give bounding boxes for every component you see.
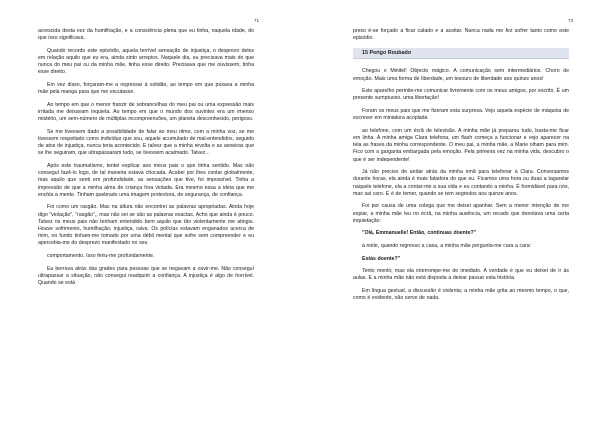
right-page bbox=[300, 0, 600, 424]
paragraph: Foi como um rasgão. Mas na altura não encontrei as palavras apropriadas. Ainda hoje digo "violação", "rasgão",, mas não sei se são as palavras exactas. Acho que ainda é pouco. Talvez os meus pais não tenham entendido bem aquilo que tão violentamente me atingiu. Houve sofrimento, humilhação, injustiça, raiva. Os polícias estavam enganados acerca de mim, no fundo tinham-me tomado por uma débil mental que sofre sem compreender e eu apercebia-me do desprezo manifestado no seu bbox=[38, 204, 254, 247]
paragraph: comportamento. Isso feriu-me profundamente. bbox=[47, 253, 155, 260]
paragraph: Em língua gestual, a discussão é violenta; a minha mãe grita ao mesmo tempo, o que, como é evidente, não serve de nada. bbox=[353, 287, 569, 302]
paragraph: Após este traumatismo, tentei explicar aos meus pais o que tinha sentido. Mas não conseguí fazê-lo logo, de tal maneira estava chocada. Acabei por lhes contar globalmente, mas aquilo que senti em profundidade, as sensações que tive, foi impossível. Tinha a impressão de que a minha alma de criança fora violada. Era mesmo essa a ideia que me enchia a mente. Tinham quebrado uma imagem protectora, de segurança, de confiança. bbox=[38, 163, 254, 198]
paragraph: Já não preciso de andar atrás da minha irmã para telefonar à Clara. Conversamos durante horas, ela ainda é mais faladora do que eu. Ficamos uma hora ou duas a tagarelar naquele telefone, ela a contar-me a sua vida e eu contando a minha. É formidável para nós, mas sai caro. E é de temer, quando se tem segredos aos quinze anos. bbox=[353, 169, 569, 197]
paragraph: Eu berrava atrás das grades para pessoas que se negavam a ouvir-me. Não conseguí ultrapassar a situação, não consegui readquirir a confiança. A injustiça é algo de horrível. Quando se está bbox=[38, 265, 254, 287]
paragraph: Tento mentir, mas ela interrompe-me de imediato. A verdade é que eu deixei de ir às aulas. E a minha mãe não está disposta a deixar passar esta história. bbox=[353, 268, 569, 282]
page-number: 73 bbox=[568, 18, 574, 23]
paragraph: Foram os meus pais que me fizeram esta surpresa. Vejo aquela espécie de máquina de escrever em miniatura acoplada bbox=[353, 108, 569, 122]
page-number: 71 bbox=[254, 18, 260, 23]
paragraph: ao telefone, com um écrã de televisão. A minha mãe já preparou tudo, basta-me ficar em linha. A minha amiga Clara telefona, um flash começa a funcionar e vejo aparecer na tela as frases da minha correspondente. O meu pai, a minha mãe, a Marie olham para mim. Fico com a garganta embargada pela emoção. Pela primeira vez na minha vida, descubro o que é ser independente! bbox=[353, 127, 569, 163]
paragraph: acrescida desta vez da humilhação, e a consciência plena que eu tinha, naquela idade, do que isso significava. bbox=[38, 28, 254, 42]
paragraph: Se me tivessem dado a possibilidade de falar ao meu ritmo, com a minha voz, se me tivessem respeitado como indivíduo que sou, aquele acumulado de mal-entendidos, seguido de atos de injustiça, nunca teria acontecido. E talvez que a minha revolta e as asneiras que se lhe seguiram, que ultrapassaram tudo, se tivessem acalmado. Talvez... bbox=[38, 128, 254, 157]
left-text-column bbox=[38, 28, 254, 293]
paragraph: Quando recordo este episódio, aquela terrível sensação de injustiça, o desprezo deles em relação aquilo que eu era, ainda sinto arrepios. Naquele dia, eu precisava mais do que nunca do meu pai ou da minha mãe, tinha esse direito. Precisava que me ouvissem, tinha esse direito. bbox=[38, 47, 254, 76]
chapter-heading: 15 Perigo Roubado bbox=[353, 48, 569, 59]
paragraph: Em vez disso, forçaram-me a regressar à solidão, ao tempo em que puxava a minha mãe pela manga para que me escutasse. bbox=[38, 82, 254, 96]
paragraph: Este aparelho permite-me comunicar livremente com os meus amigos, por escrito. É um presente sumptuoso, uma libertação! bbox=[353, 88, 569, 102]
quoted-question: Estás doente?" bbox=[362, 255, 401, 262]
right-text-column bbox=[353, 28, 569, 308]
paragraph: à noite, quando regresso a casa, a minha mãe pergunta-me cara a cara: bbox=[362, 243, 532, 249]
paragraph: Ao tempo em que o menor franzir de sobrancelhas do meu pai ou uma expressão mais irritada me deixavam inquieta. Ao tempo em que o mundo dos ouvintes era um imenso mistério, um sem-número de múltiplas incompreensões, um planeta desconhecido, perigoso. bbox=[38, 101, 254, 123]
paragraph: Chegou o Minitel! Objecto mágico. A comunicação sem intermediários. Choro de emoção. Mais uma forma de liberdade, um tesouro de liberdade aos quinze anos! bbox=[353, 68, 569, 82]
intro-paragraph: preso é-se forçado a ficar calado e a aceitar. Nunca nada me fez sofrer tanto como este episódio. bbox=[353, 28, 569, 42]
paragraph: Foi por causa de uma colega que me deixei apanhar. Sem a menor intenção de me espiar, a minha mãe leu no écrã, na minha ausência, um recado que denotava uma certa inquietação: bbox=[353, 203, 569, 224]
quoted-message: "Olá, Emmanuelle! Então, continuas doente?" bbox=[362, 230, 477, 237]
